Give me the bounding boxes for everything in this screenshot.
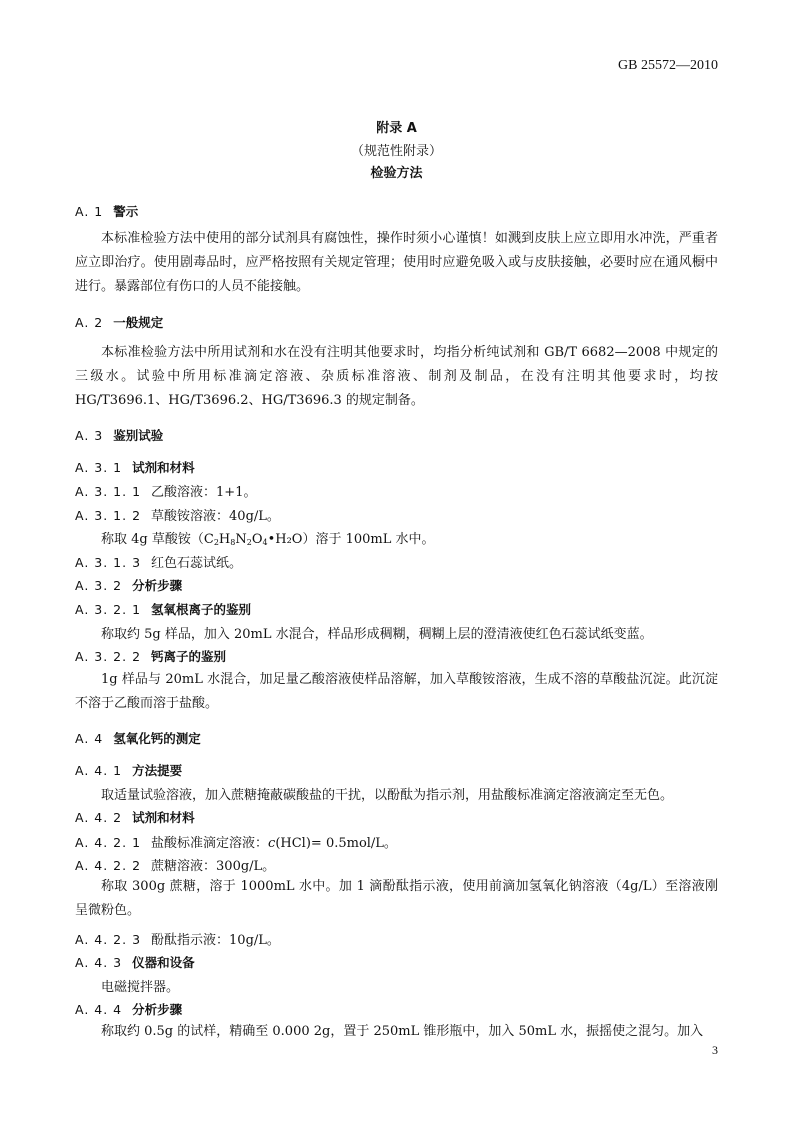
text-fragment: H xyxy=(218,532,231,547)
section-title: 氢氧化钙的测定 xyxy=(113,731,201,746)
section-title: 仪器和设备 xyxy=(132,955,195,970)
paragraph-equipment: 电磁搅拌器。 xyxy=(101,980,180,995)
text-fragment: 盐酸标准滴定溶液： xyxy=(151,836,269,851)
item-text: 酚酞指示液：10g/L。 xyxy=(151,933,280,948)
section-title: 氢氧根离子的鉴别 xyxy=(151,602,252,617)
text-fragment: •H₂O）溶于 100mL 水中。 xyxy=(267,532,435,547)
section-title: 钙离子的鉴别 xyxy=(151,649,227,664)
section-heading-a3 xyxy=(75,426,163,444)
item-number: A. 4. 2. 3 xyxy=(75,932,142,947)
section-heading-a1 xyxy=(75,202,138,220)
item-a4-2-1 xyxy=(75,832,397,851)
section-heading-a4-2 xyxy=(75,808,195,826)
appendix-label: 附录 A xyxy=(376,121,417,136)
section-number: A. 3 xyxy=(75,428,104,443)
section-number: A. 1 xyxy=(75,204,104,219)
item-text xyxy=(151,836,397,851)
item-number: A. 3. 1. 3 xyxy=(75,555,142,570)
text-fragment: O xyxy=(251,532,263,547)
section-number: A. 3. 2. 2 xyxy=(75,649,142,664)
subscript: 4 xyxy=(262,538,268,547)
section-number: A. 3. 1 xyxy=(75,460,123,475)
section-number: A. 4. 2 xyxy=(75,810,123,825)
item-number: A. 4. 2. 2 xyxy=(75,858,142,873)
section-heading-a3-2-2 xyxy=(75,647,226,665)
page-number: 3 xyxy=(712,1043,718,1057)
section-number: A. 3. 2 xyxy=(75,578,123,593)
text-fragment: 称取 4g 草酸铵（C xyxy=(101,532,214,547)
item-text: 草酸铵溶液：40g/L。 xyxy=(151,509,280,524)
section-title: 试剂和材料 xyxy=(132,460,195,475)
section-number: A. 2 xyxy=(75,315,104,330)
paragraph-procedure: 称取约 0.5g 的试样，精确至 0.000 2g，置于 250mL 锥形瓶中，加入 50mL 水，振摇使之混匀。加入 xyxy=(101,1024,704,1039)
paragraph-warning: 本标准检验方法中使用的部分试剂具有腐蚀性，操作时须小心谨慎！如溅到皮肤上应立即用水冲洗，严重者应立即治疗。使用剧毒品时，应严格按照有关规定管理；使用时应避免吸入或与皮肤接触，必要时应在通风橱中进行。暴露部位有伤口的人员不能接触。 xyxy=(75,231,718,294)
item-a4-2-3 xyxy=(75,929,280,948)
section-title: 试剂和材料 xyxy=(132,810,195,825)
section-number: A. 4. 4 xyxy=(75,1002,123,1017)
subscript: 2 xyxy=(213,538,219,547)
section-heading-a3-2-1 xyxy=(75,600,251,618)
paragraph-method-summary: 取适量试验溶液，加入蔗糖掩蔽碳酸盐的干扰，以酚酞为指示剂，用盐酸标准滴定溶液滴定至无色。 xyxy=(101,788,674,803)
section-title: 一般规定 xyxy=(113,315,164,330)
item-text: 乙酸溶液：1+1。 xyxy=(151,485,257,500)
item-number: A. 3. 1. 1 xyxy=(75,484,142,499)
item-text: 红色石蕊试纸。 xyxy=(151,556,243,571)
appendix-title: 检验方法 xyxy=(370,166,423,181)
paragraph-calcium-test: 1g 样品与 20mL 水混合，加足量乙酸溶液使样品溶解，加入草酸铵溶液，生成不溶的草酸盐沉淀。此沉淀不溶于乙酸而溶于盐酸。 xyxy=(75,672,718,711)
section-number: A. 4. 3 xyxy=(75,955,123,970)
item-number: A. 4. 2. 1 xyxy=(75,835,142,850)
text-fragment: N xyxy=(235,532,247,547)
item-a3-1-1 xyxy=(75,481,256,500)
subscript: 2 xyxy=(246,538,252,547)
section-heading-a2 xyxy=(75,313,163,331)
item-a3-1-2 xyxy=(75,505,280,524)
paragraph-hydroxide-test: 称取约 5g 样品，加入 20mL 水混合，样品形成稠糊，稠糊上层的澄清液使红色石蕊试纸变蓝。 xyxy=(101,627,653,642)
section-number: A. 3. 2. 1 xyxy=(75,602,142,617)
section-number: A. 4. 1 xyxy=(75,763,123,778)
appendix-type: （规范性附录） xyxy=(350,144,442,159)
paragraph-oxalate-prep xyxy=(101,528,435,547)
section-heading-a3-2 xyxy=(75,576,182,594)
section-heading-a3-1 xyxy=(75,458,195,476)
section-number: A. 4 xyxy=(75,731,104,746)
text-fragment: (HCl)= 0.5mol/L。 xyxy=(275,836,397,851)
section-heading-a4 xyxy=(75,729,201,747)
paragraph-general: 本标准检验方法中所用试剂和水在没有注明其他要求时，均指分析纯试剂和 GB/T 6682—2008 中规定的三级水。试验中所用标准滴定溶液、杂质标准溶液、制剂及制品，在没有注明其他要求时，均按 HG/T3696.1、HG/T3696.2、HG/T3696.3 的规定制备。 xyxy=(75,345,718,408)
item-number: A. 3. 1. 2 xyxy=(75,508,142,523)
section-heading-a4-4 xyxy=(75,1000,182,1018)
section-heading-a4-3 xyxy=(75,953,195,971)
section-title: 警示 xyxy=(113,204,139,219)
item-a3-1-3 xyxy=(75,552,242,571)
section-title: 分析步骤 xyxy=(132,1002,183,1017)
standard-number: GB 25572—2010 xyxy=(618,58,718,73)
item-text: 蔗糖溶液：300g/L。 xyxy=(151,859,276,874)
italic-symbol: c xyxy=(268,836,276,851)
section-title: 分析步骤 xyxy=(132,578,183,593)
subscript: 8 xyxy=(230,538,236,547)
item-a4-2-2 xyxy=(75,855,275,874)
paragraph-sucrose-prep: 称取 300g 蔗糖，溶于 1000mL 水中。加 1 滴酚酞指示液，使用前滴加氢氧化钠溶液（4g/L）至溶液刚呈微粉色。 xyxy=(75,879,718,918)
section-title: 鉴别试验 xyxy=(113,428,164,443)
section-heading-a4-1 xyxy=(75,761,182,779)
section-title: 方法提要 xyxy=(132,763,183,778)
